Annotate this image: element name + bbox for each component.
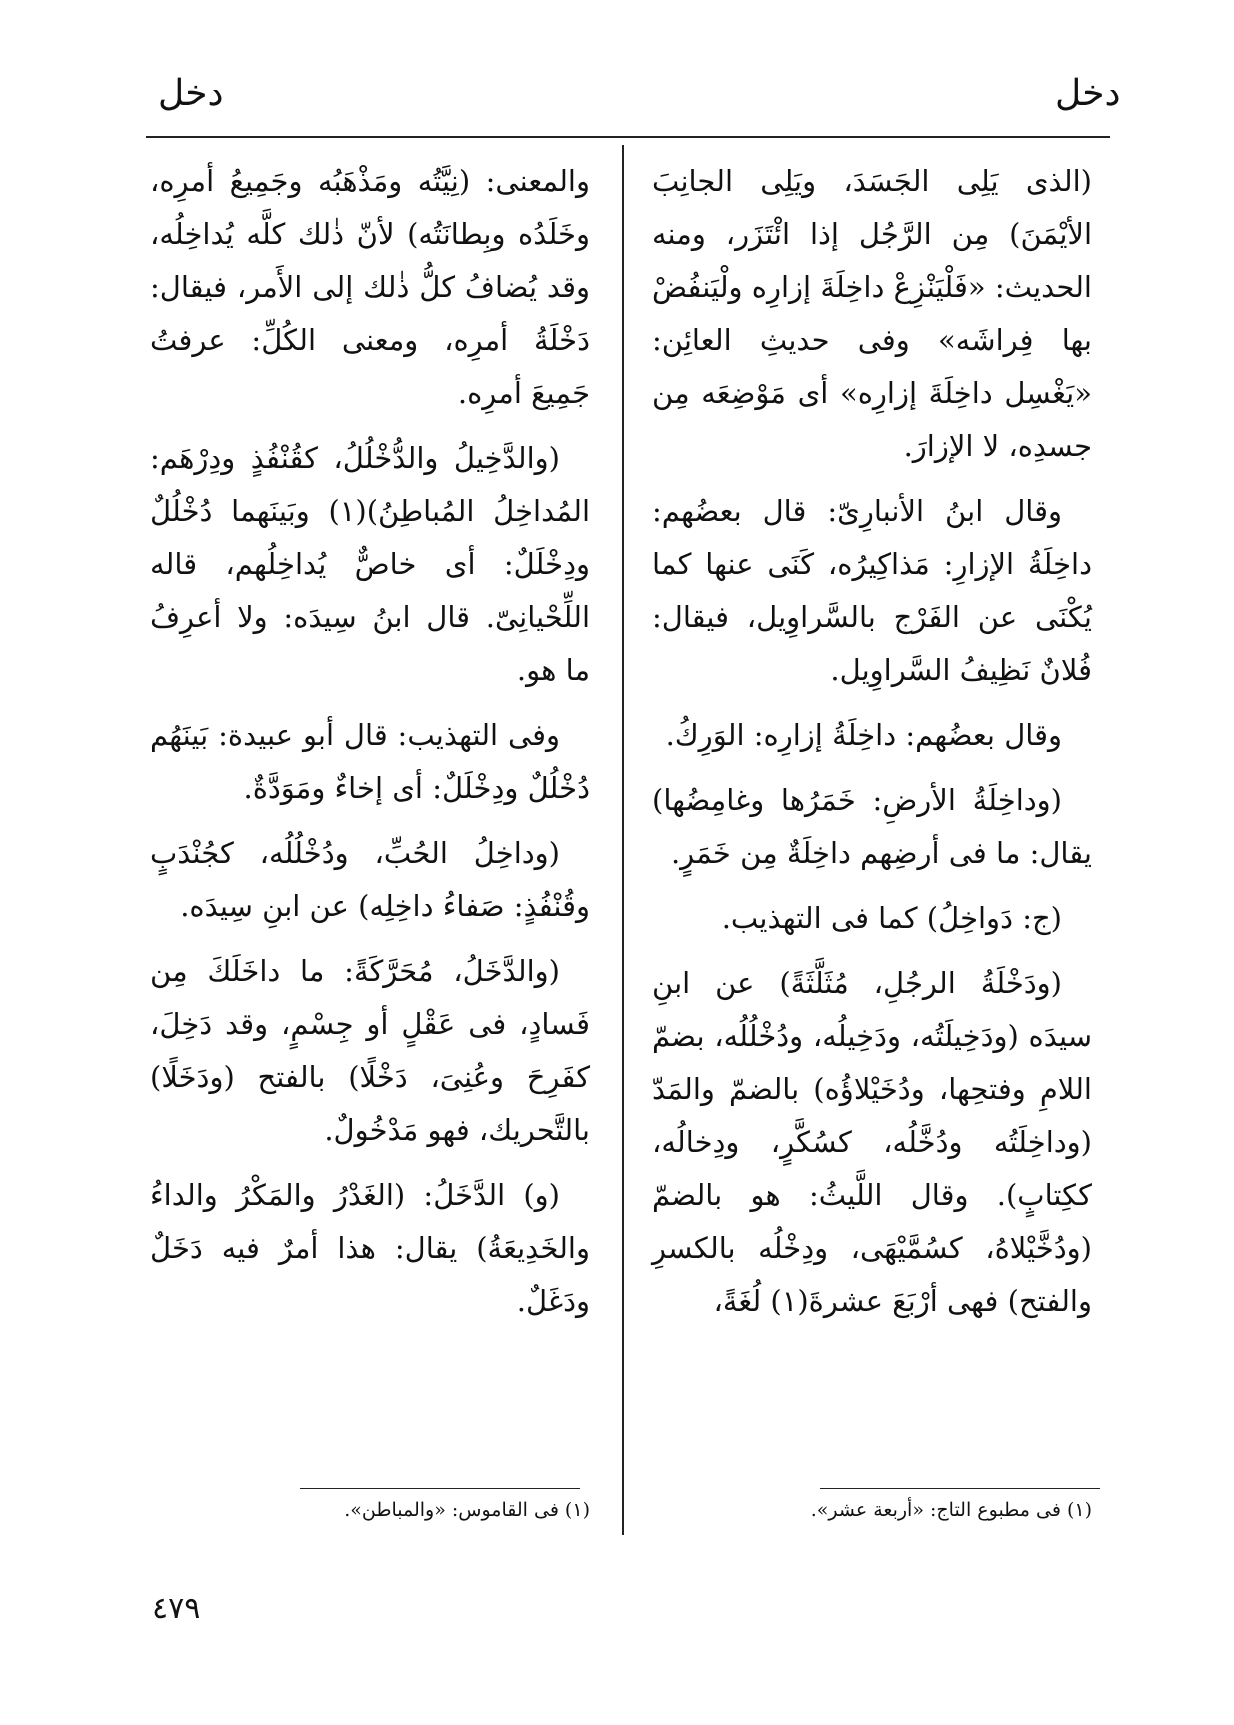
paragraph: وفى التهذيب: قال أبو عبيدة: بَينَهُم دُخْلُلٌ ودِخْلَلٌ: أى إخاءٌ ومَوَدَّةٌ.: [150, 718, 590, 805]
left-column: [150, 155, 590, 1340]
column-divider: [622, 145, 624, 1535]
footnote-right: (١) فى مطبوع التاج: «أربعة عشر».: [810, 1499, 1092, 1521]
page-number: ٤٧٩: [152, 1591, 201, 1626]
paragraph: (والدَّخَلُ، مُحَرَّكَةً: ما داخَلَكَ مِن فَسادٍ، فى عَقْلٍ أو جِسْمٍ، وقد دَخِلَ، كفَرِحَ وعُنِىَ، دَخْلًا) بالفتح (ودَخَلًا) بالتَّحريك، فهو مَدْخُولٌ.: [150, 954, 590, 1147]
running-header-left: دخل: [158, 73, 224, 114]
running-header-right: دخل: [1055, 73, 1121, 114]
paragraph: (الذى يَلِى الجَسَدَ، ويَلِى الجانِبَ الأيْمَنَ) مِن الرَّجُل إذا ائْتَزَر، ومنه الحديث: «فَلْيَنْزِعْ داخِلَةَ إزارِه ولْيَنفُضْ بها فِراشَه» وفى حديثِ العائِن: «يَغْسِل داخِلَةَ إزارِه» أى مَوْضِعَه مِن جسدِه، لا الإزارَ.: [652, 164, 1092, 463]
footnote-rule-right: [820, 1488, 1100, 1489]
paragraph: (والدَّخِيلُ والدُّخْلُلُ، كقُنْفُذٍ ودِرْهَم: المُداخِلُ المُباطِنُ)(١) وبَينَهما دُخْلُلٌ ودِخْلَلٌ: أى خاصٌّ يُداخِلُهم، قاله اللِّحْيانِىّ. قال ابنُ سِيدَه: ولا أعرِفُ ما هو.: [150, 441, 590, 687]
paragraph: وقال ابنُ الأنبارِىّ: قال بعضُهم: داخِلَةُ الإزارِ: مَذاكِيرُه، كَنَى عنها كما يُكْنَى عن الفَرْج بالسَّراوِيل، فيقال: فُلانٌ نَظِيفُ السَّراوِيل.: [652, 494, 1092, 687]
footnote-rule-left: [300, 1488, 580, 1489]
paragraph: وقال بعضُهم: داخِلَةُ إزارِه: الوَرِكُ.: [665, 718, 1062, 752]
right-column: [652, 155, 1092, 1340]
paragraph: (و) الدَّخَلُ: (الغَدْرُ والمَكْرُ والداءُ والخَدِيعَةُ) يقال: هذا أمرٌ فيه دَخَلٌ ودَغَلٌ.: [150, 1178, 590, 1318]
paragraph: (وداخِلُ الحُبِّ، ودُخْلُلُه، كجُنْدَبٍ وقُنْفُذٍ: صَفاءُ داخِلِه) عن ابنِ سِيدَه.: [150, 836, 590, 923]
paragraph: (وداخِلَةُ الأرضِ: خَمَرُها وغامِضُها) يقال: ما فى أرضِهم داخِلَةٌ مِن خَمَرٍ.: [652, 783, 1092, 870]
paragraph: والمعنى: (نِيَّتُه ومَذْهَبُه وجَمِيعُ أمرِه، وخَلَدُه وبِطانَتُه) لأنّ ذٰلك كلَّه يُداخِلُه، وقد يُضافُ كلُّ ذٰلك إلى الأَمر، فيقال: دَخْلَةُ أمرِه، ومعنى الكُلِّ: عرفتُ جَمِيعَ أمرِه.: [150, 164, 590, 410]
paragraph: (ودَخْلَةُ الرجُلِ، مُثَلَّثَةً) عن ابنِ سيدَه (ودَخِيلَتُه، ودَخِيلُه، ودُخْلُلُه، بضمّ اللامِ وفتحِها، ودُخَيْلاؤُه) بالضمّ والمَدّ (وداخِلَتُه ودُخَّلُه، كسُكَّرٍ، ودِخالُه، ككِتابٍ). وقال اللَّيثُ: هو بالضمّ (ودُخَّيْلاهُ، كسُمَّيْهَى، ودِخْلُه بالكسرِ والفتح) فهى أرْبَعَ عشرةَ(١) لُغَةً،: [652, 966, 1092, 1318]
paragraph: (ج: دَواخِلُ) كما فى التهذيب.: [721, 901, 1062, 935]
footnote-left: (١) فى القاموس: «والمباطن».: [344, 1499, 590, 1521]
header-rule: [146, 136, 1110, 138]
